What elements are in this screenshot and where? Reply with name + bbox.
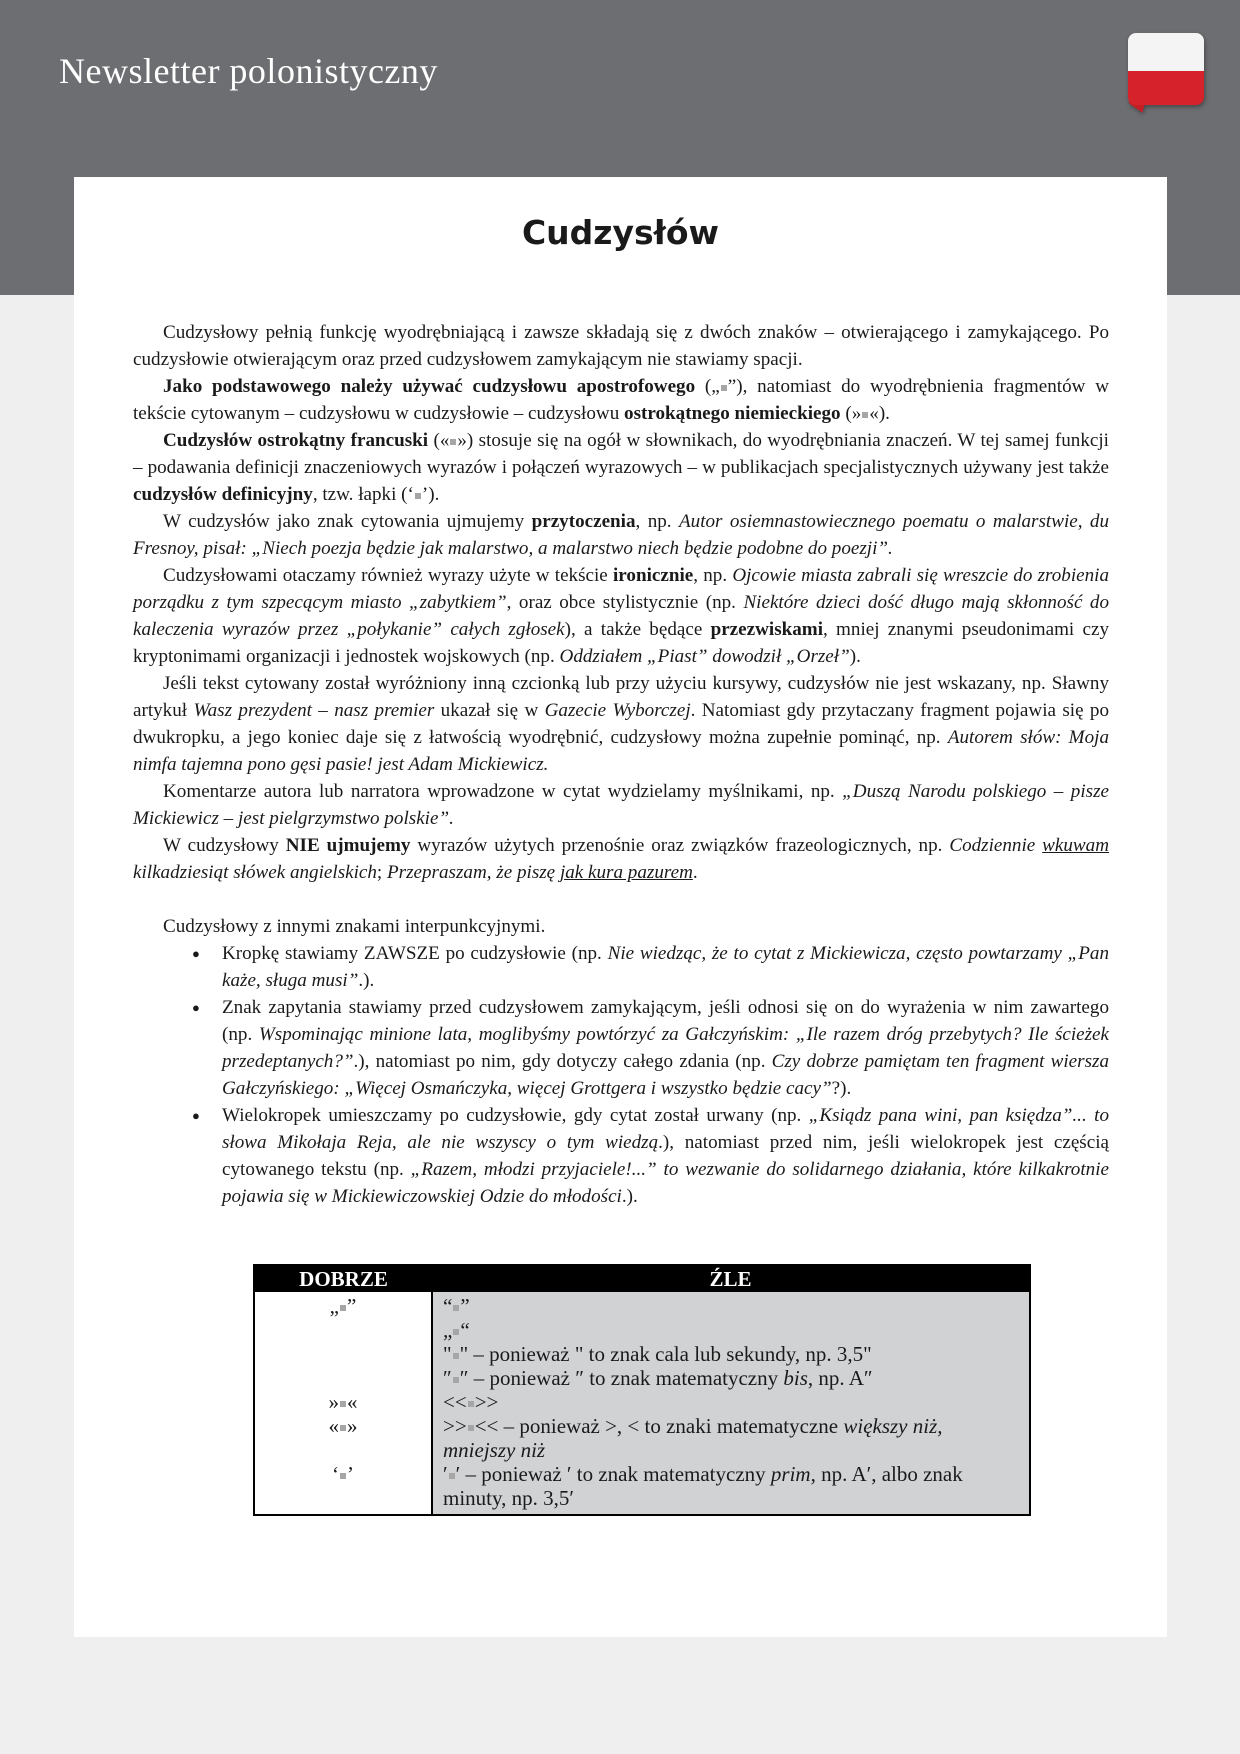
paragraph-7: Komentarze autora lub narratora wprowadzone w cytat wydzielamy myślnikami, np. „Duszą Narodu polskiego – pisze Mickiewicz – jest pielgrzymstwo polskie”. xyxy=(133,781,1109,829)
bad-item: ″ ″ – ponieważ ″ to znak matematyczny bis, np. A″ xyxy=(443,1366,873,1390)
list-item: ● Znak zapytania stawiamy przed cudzysłowem zamykającym, jeśli odnosi się on do wyrażenia w nim zawartego (np. Wspominając minione lata, moglibyśmy powtórzyć za Gałczyńskim: „Ile razem dróg przebytych? Ile ścieżek przedeptanych?”.), natomiast po nim, gdy dotyczy całego zdania (np. Czy dobrze pamiętam ten fragment wiersza Gałczyńskiego: „Więcej Osmańczyka, więcej Grottgera i wszystko będzie cacy”?). xyxy=(222,994,1109,1102)
bad-item: >> << – ponieważ >, < to znaki matematyczne większy niż, mniejszy niż xyxy=(443,1414,943,1462)
paragraph-4: W cudzysłów jako znak cytowania ujmujemy przytoczenia, np. Autor osiemnastowiecznego poematu o malarstwie, du Fresnoy, pisał: „Niech poezja będzie jak malarstwo, a malarstwo niech będzie podobne do poezji”. xyxy=(133,511,1110,559)
paragraph-5: Cudzysłowami otaczamy również wyrazy użyte w tekście ironicznie, np. Ojcowie miasta zabrali się wreszcie do zrobienia porządku z tym szpecącym miasto „zabytkiem”, oraz obce stylistycznie (np. Niektóre dzieci dość długo mają skłonność do kaleczenia wyrazów przez „połykanie” całych zgłosek), a także będące przezwiskami, mniej znanymi pseudonimami czy kryptonimami organizacji i jednostek wojskowych (np. Oddziałem „Piast” dowodził „Orzeł”). xyxy=(133,565,1109,667)
good-item: » « xyxy=(328,1390,358,1414)
good-cell xyxy=(254,1292,432,1515)
bad-item: „ “ xyxy=(443,1318,470,1342)
bad-item: << >> xyxy=(443,1390,499,1414)
bad-item: “ ” xyxy=(443,1294,470,1318)
bad-item: ′ ′ – ponieważ ′ to znak matematyczny prim, np. A′, albo znak minuty, np. 3,5′ xyxy=(443,1462,963,1510)
article-body xyxy=(133,319,1109,1210)
poland-flag-icon xyxy=(1128,33,1204,111)
good-item: „ ” xyxy=(329,1294,357,1318)
paragraph-6: Jeśli tekst cytowany został wyróżniony inną czcionką lub przy użyciu kursywy, cudzysłów nie jest wskazany, np. Sławny artykuł Wasz prezydent – nasz premier ukazał się w Gazecie Wyborczej. Natomiast gdy przytaczany fragment pojawia się po dwukropku, a jego koniec daje się z łatwością wyodrębnić, cudzysłowy można zupełnie pominąć, np. Autorem słów: Moja nimfa tajemna pono gęsi pasie! jest Adam Mickiewicz. xyxy=(133,673,1110,775)
punctuation-list xyxy=(133,940,1109,1210)
bad-item: " " – ponieważ " to znak cala lub sekundy, np. 3,5" xyxy=(443,1342,872,1366)
paragraph-9: Cudzysłowy z innymi znakami interpunkcyjnymi. xyxy=(163,916,546,937)
newsletter-title: Newsletter polonistyczny xyxy=(59,51,438,91)
column-header-good: DOBRZE xyxy=(254,1265,432,1292)
article-title: Cudzysłów xyxy=(521,213,720,252)
quotes-table xyxy=(253,1264,1031,1516)
article-card xyxy=(74,177,1167,1637)
good-item: ‘ ’ xyxy=(332,1462,354,1486)
list-item: ● Wielokropek umieszczamy po cudzysłowie, gdy cytat został urwany (np. „Ksiądz pana wini, pan księdza”... to słowa Mikołaja Reja, ale nie wszyscy o tym wiedzą.), natomiast przed nim, jeśli wielokropek jest częścią cytowanego tekstu (np. „Razem, młodzi przyjaciele!...” to wezwanie do solidarnego działania, które kilkakrotnie pojawia się w Mickiewiczowskiej Odzie do młodości.). xyxy=(222,1102,1109,1210)
list-item: ● Kropkę stawiamy ZAWSZE po cudzysłowie (np. Nie wiedząc, że to cytat z Mickiewicza, często powtarzamy „Pan każe, sługa musi”.). xyxy=(222,940,1109,994)
column-header-bad: ŹLE xyxy=(432,1265,1030,1292)
good-item: « » xyxy=(328,1414,358,1438)
paragraph-1: Cudzysłowy pełnią funkcję wyodrębniającą i zawsze składają się z dwóch znaków – otwierającego i zamykającego. Po cudzysłowie otwierającym oraz przed cudzysłowem zamykającym nie stawiamy spacji. xyxy=(133,322,1109,370)
paragraph-3: Cudzysłów ostrokątny francuski (« ») stosuje się na ogół w słownikach, do wyodrębniania znaczeń. W tej samej funkcji – podawania definicji znaczeniowych wyrazów i połączeń wyrazowych – w publikacjach specjalistycznych używany jest także cudzysłów definicyjny, tzw. łapki (‘ ’). xyxy=(133,430,1109,505)
paragraph-2: Jako podstawowego należy używać cudzysłowu apostrofowego („ ”), natomiast do wyodrębnienia fragmentów w tekście cytowanym – cudzysłowu w cudzysłowie – cudzysłowu ostrokątnego niemieckiego (» «). xyxy=(133,376,1109,424)
paragraph-8: W cudzysłowy NIE ujmujemy wyrazów użytych przenośnie oraz związków frazeologicznych, np. Codziennie wkuwam kilkadziesiąt słówek angielskich; Przepraszam, że piszę jak kura pazurem. xyxy=(133,835,1109,883)
bad-cell xyxy=(432,1292,1030,1515)
